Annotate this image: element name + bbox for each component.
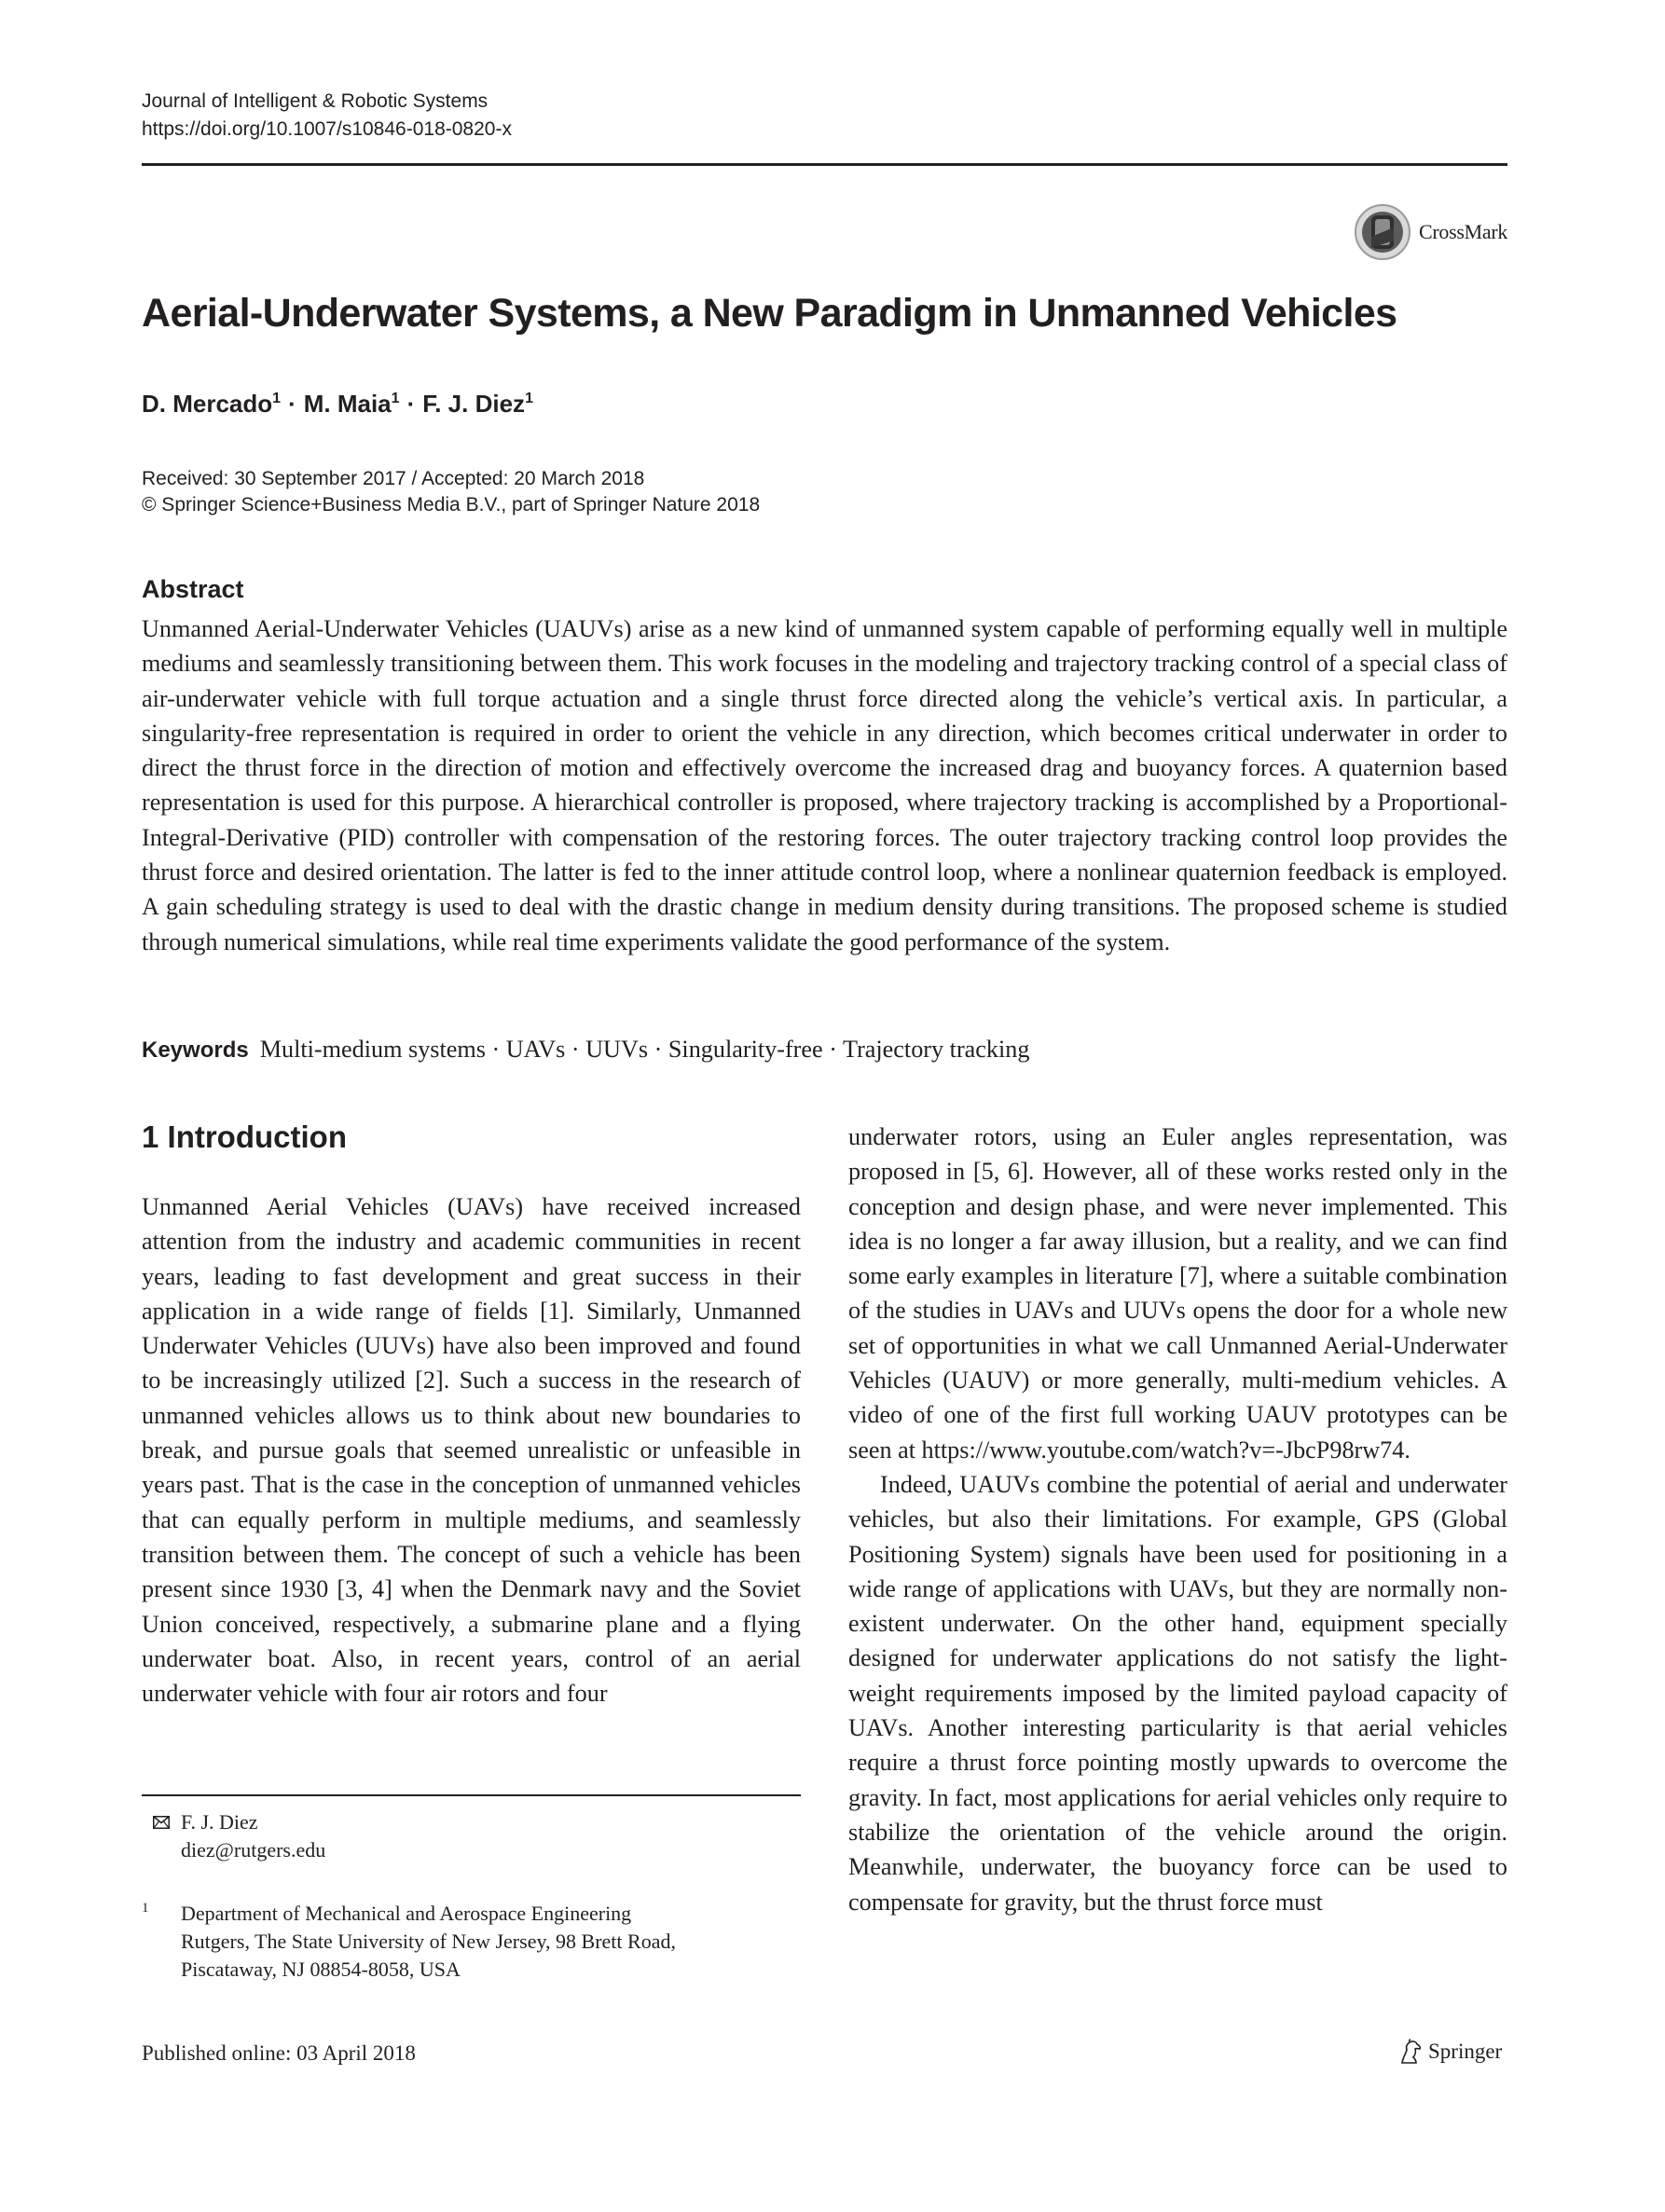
author-name[interactable]: F. J. Diez	[422, 390, 526, 418]
affiliation-number: 1	[142, 1901, 149, 1916]
left-column	[142, 1189, 801, 1711]
author-list	[142, 390, 533, 419]
paragraph: Indeed, UAUVs combine the potential of aerial and underwater vehicles, but also their limitations. For example, GPS (Global Positioning System) signals have been used for positioning in a wide range of applications with UAVs, but they are normally non-existent underwater. On the other hand, equipment specially designed for underwater applications do not satisfy the light-weight requirements imposed by the limited payload capacity of UAVs. Another interesting particularity is that aerial vehicles require a thrust force pointing mostly upwards to overcome the gravity. In fact, most applications for aerial vehicles only require to stabilize the orientation of the vehicle around the origin. Meanwhile, underwater, the buoyancy force can be used to compensate for gravity, but the thrust force must	[848, 1470, 1507, 1916]
author-affiliation-marker: 1	[272, 391, 282, 406]
copyright-notice: © Springer Science+Business Media B.V., part of Springer Nature 2018	[142, 494, 761, 515]
doi-link[interactable]: https://doi.org/10.1007/s10846-018-0820-x	[142, 118, 512, 140]
header-rule	[142, 163, 1507, 166]
published-online-date: Published online: 03 April 2018	[142, 2041, 416, 2065]
abstract-text: Unmanned Aerial-Underwater Vehicles (UAUVs) arise as a new kind of unmanned system capable of performing equally well in multiple mediums and seamlessly transitioning between them. This work focuses in the modeling and trajectory tracking control of a special class of air-underwater vehicle with full torque actuation and a single thrust force directed along the vehicle’s vertical axis. In particular, a singularity-free representation is required in order to orient the vehicle in any direction, which becomes critical underwater in order to direct the thrust force in the direction of motion and effectively overcome the increased drag and buoyancy forces. A quaternion based representation is used for this purpose. A hierarchical controller is proposed, where trajectory tracking is accomplished by a Proportional-Integral-Derivative (PID) controller with compensation of the restoring forces. The outer trajectory tracking control loop provides the thrust force and desired orientation. The latter is fed to the inner attitude control loop, where a nonlinear quaternion feedback is employed. A gain scheduling strategy is used to deal with the drastic change in medium density during transitions. The proposed scheme is studied through numerical simulations, while real time experiments validate the good performance of the system.	[142, 615, 1507, 955]
affiliation-footnote	[142, 1900, 676, 1984]
publisher-logo	[1398, 2039, 1502, 2065]
affiliation-line: Department of Mechanical and Aerospace Engineering	[181, 1902, 632, 1925]
author-name[interactable]: D. Mercado	[142, 390, 273, 418]
keywords	[142, 1036, 1029, 1064]
journal-header	[142, 88, 512, 144]
crossmark-badge[interactable]	[1354, 203, 1507, 261]
corresponding-author	[142, 1808, 325, 1864]
affiliation-line: Piscataway, NJ 08854-8058, USA	[181, 1958, 461, 1981]
publication-dates	[142, 466, 760, 518]
crossmark-icon	[1354, 203, 1411, 261]
affiliation-line: Rutgers, The State University of New Jersey, 98 Brett Road,	[181, 1930, 676, 1953]
keywords-list: Multi-medium systems · UAVs · UUVs · Singularity-free · Trajectory tracking	[259, 1036, 1030, 1063]
publisher-name: Springer	[1428, 2040, 1503, 2063]
paper-title: Aerial-Underwater Systems, a New Paradigm in Unmanned Vehicles	[142, 291, 1397, 336]
received-accepted-dates: Received: 30 September 2017 / Accepted: 20 March 2018	[142, 468, 645, 489]
envelope-icon	[153, 1816, 170, 1829]
author-separator: ·	[288, 390, 296, 418]
author-affiliation-marker: 1	[391, 391, 400, 406]
corresponding-author-email[interactable]: diez@rutgers.edu	[181, 1838, 326, 1862]
keywords-label: Keywords	[142, 1037, 249, 1063]
paragraph: underwater rotors, using an Euler angles representation, was proposed in [5, 6]. However, all of these works rested only in the conception and design phase, and were never implemented. This idea is no longer a far away illusion, but a reality, and we can find some early examples in literature [7], where a suitable combination of the studies in UAVs and UUVs opens the door for a whole new set of opportunities in what we call Unmanned Aerial-Underwater Vehicles (UAUV) or more generally, multi-medium vehicles. A video of one of the first full working UAUV prototypes can be seen at https://www.youtube.com/watch?v=-JbcP98rw74.	[848, 1123, 1507, 1463]
paragraph: Unmanned Aerial Vehicles (UAVs) have received increased attention from the industry and academic communities in recent years, leading to fast development and great success in their application in a wide range of fields [1]. Similarly, Unmanned Underwater Vehicles (UUVs) have also been improved and found to be increasingly utilized [2]. Such a success in the research of unmanned vehicles allows us to think about new boundaries to break, and pursue goals that seemed unrealistic or unfeasible in years past. That is the case in the conception of unmanned vehicles that can equally perform in multiple mediums, and seamlessly transition between them. The concept of such a vehicle has been present since 1930 [3, 4] when the Denmark navy and the Soviet Union conceived, respectively, a submarine plane and a flying underwater boat. Also, in recent years, control of an aerial underwater vehicle with four air rotors and four	[142, 1193, 801, 1708]
section-heading-introduction: 1 Introduction	[142, 1120, 347, 1154]
journal-name: Journal of Intelligent & Robotic Systems	[142, 90, 488, 112]
footnote-rule	[142, 1794, 801, 1796]
corresponding-author-name: F. J. Diez	[181, 1810, 258, 1834]
springer-horse-icon	[1398, 2039, 1423, 2065]
crossmark-label: CrossMark	[1419, 220, 1508, 243]
right-column	[848, 1120, 1507, 1919]
author-name[interactable]: M. Maia	[303, 390, 392, 418]
author-separator: ·	[406, 390, 416, 418]
author-affiliation-marker: 1	[525, 391, 533, 406]
abstract-heading: Abstract	[142, 575, 244, 603]
